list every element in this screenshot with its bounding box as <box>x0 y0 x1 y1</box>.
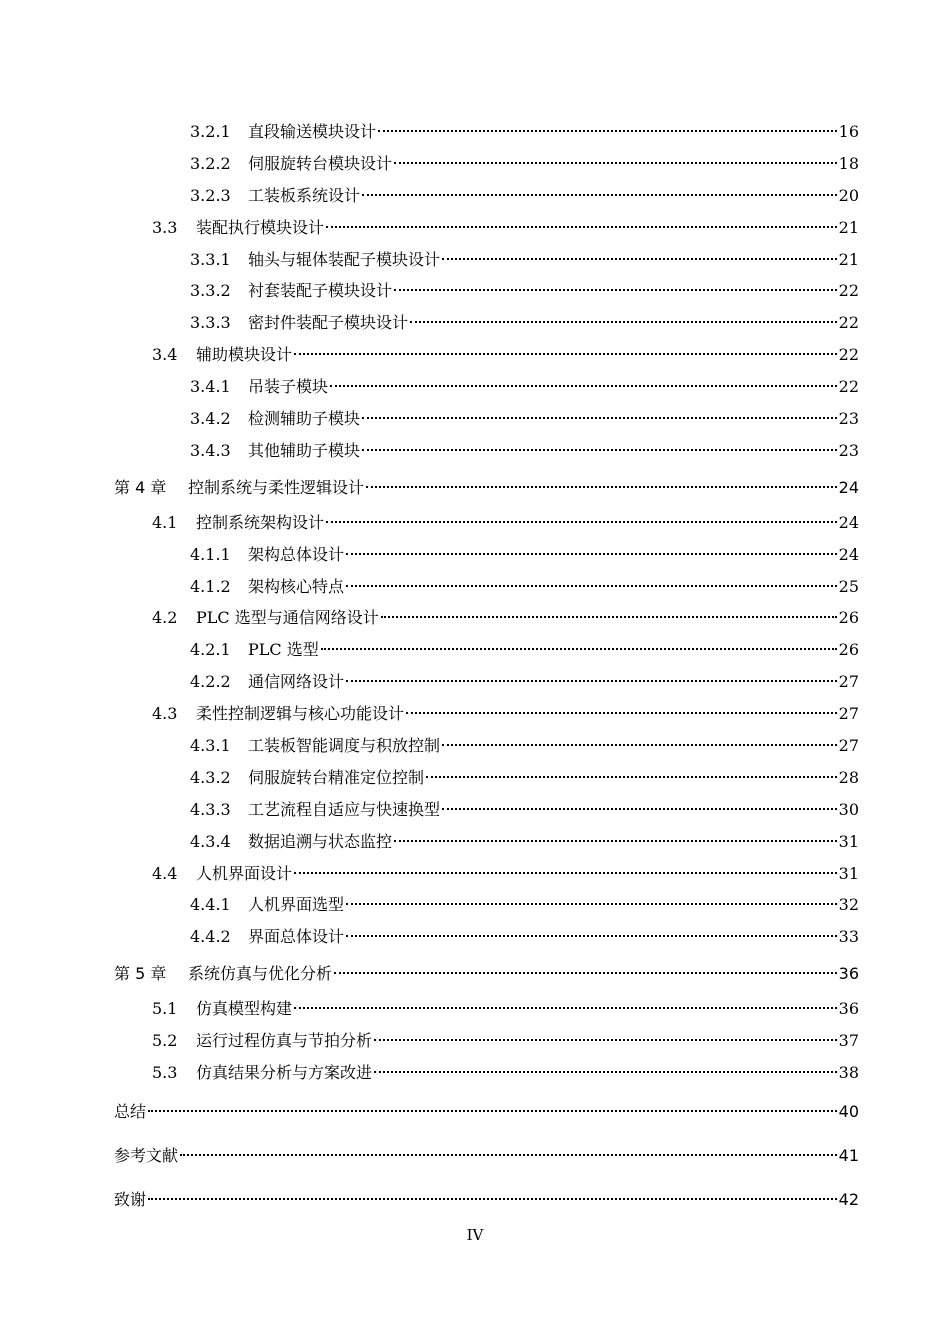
toc-entry-page: 16 <box>838 122 859 141</box>
toc-entry[interactable] <box>0 507 950 539</box>
toc-entry-title: 工装板系统设计 <box>248 185 361 205</box>
toc-entry-title: 数据追溯与状态监控 <box>248 831 393 851</box>
toc-entry[interactable] <box>0 539 950 571</box>
toc-entry-page: 40 <box>838 1101 859 1121</box>
toc-entry-number: 3.3.1 <box>190 249 231 269</box>
toc-entry-page: 36 <box>838 999 859 1019</box>
toc-entry[interactable] <box>0 339 950 371</box>
toc-entry-number: 4.3.3 <box>190 799 231 819</box>
toc-entry[interactable] <box>0 993 950 1025</box>
toc-entry-page: 22 <box>838 377 859 397</box>
toc-entry-title: 致谢 <box>114 1189 147 1209</box>
toc-dot-leader <box>426 776 837 778</box>
toc-entry-number: 第 5 章 <box>114 964 167 984</box>
toc-entry-number: 4.1.1 <box>190 544 231 564</box>
toc-entry-page: 37 <box>838 1031 859 1051</box>
toc-entry-page: 24 <box>838 512 859 532</box>
toc-entry-number: 4.3.1 <box>190 736 231 756</box>
toc-entry-page: 26 <box>838 640 859 660</box>
toc-entry-page: 42 <box>838 1189 859 1209</box>
toc-entry[interactable] <box>0 275 950 307</box>
toc-entry-title: 控制系统与柔性逻辑设计 <box>188 477 365 497</box>
toc-entry-title: 其他辅助子模块 <box>248 440 361 460</box>
toc-entry[interactable] <box>0 148 950 180</box>
toc-entry-page: 21 <box>838 217 859 237</box>
toc-entry-number: 3.4.2 <box>190 409 231 429</box>
toc-entry-number: 4.2.1 <box>190 640 231 660</box>
toc-entry-title: 吊装子模块 <box>248 377 329 397</box>
toc-dot-leader <box>294 353 837 355</box>
toc-entry-number: 4.3 <box>152 704 178 724</box>
toc-entry-number: 3.4.3 <box>190 440 231 460</box>
toc-entry-page: 30 <box>838 799 859 819</box>
toc-entry[interactable] <box>0 571 950 603</box>
toc-entry-page: 23 <box>838 440 859 460</box>
toc-dot-leader <box>442 744 837 746</box>
toc-entry[interactable] <box>0 858 950 890</box>
toc-entry-page: 24 <box>838 544 859 564</box>
toc-dot-leader <box>406 712 837 714</box>
toc-dot-leader <box>294 1007 837 1009</box>
toc-dot-leader <box>394 840 837 842</box>
toc-entry-page: 27 <box>838 672 859 692</box>
toc-entry[interactable] <box>0 435 950 467</box>
toc-entry[interactable] <box>0 244 950 276</box>
toc-entry-title: 轴头与辊体装配子模块设计 <box>248 249 441 269</box>
toc-entry-number: 3.4 <box>152 345 178 365</box>
toc-entry-title: 辅助模块设计 <box>196 345 293 365</box>
toc-entry-number: 4.4 <box>152 863 178 883</box>
toc-dot-leader <box>374 1071 837 1073</box>
toc-dot-leader <box>346 585 837 587</box>
toc-dot-leader <box>362 449 837 451</box>
toc-entry-number: 3.2.3 <box>190 185 231 205</box>
toc-entry-title: 伺服旋转台精准定位控制 <box>248 767 425 787</box>
toc-entry-title: 仿真结果分析与方案改进 <box>196 1063 373 1083</box>
toc-entry-number: 5.1 <box>152 999 178 1019</box>
toc-entry-title: 伺服旋转台模块设计 <box>248 153 393 173</box>
toc-dot-leader <box>362 194 837 196</box>
toc-entry-title: 直段输送模块设计 <box>248 122 377 141</box>
toc-entry-title: 衬套装配子模块设计 <box>248 281 393 301</box>
toc-entry-page: 18 <box>838 153 859 173</box>
toc-entry-title: 仿真模型构建 <box>196 999 293 1019</box>
toc-dot-leader <box>378 130 837 132</box>
toc-entry[interactable] <box>0 180 950 212</box>
toc-entry-number: 3.3.2 <box>190 281 231 301</box>
toc-entry[interactable] <box>0 403 950 435</box>
toc-entry-title: 系统仿真与优化分析 <box>188 964 333 984</box>
toc-entry[interactable] <box>0 1135 950 1177</box>
toc-entry-title: 总结 <box>114 1101 147 1121</box>
toc-dot-leader <box>381 616 837 618</box>
toc-entry-number: 4.2 <box>152 608 178 628</box>
toc-entry-number: 4.3.2 <box>190 767 231 787</box>
toc-entry-title: 柔性控制逻辑与核心功能设计 <box>196 704 405 724</box>
toc-entry-number: 4.3.4 <box>190 831 231 851</box>
toc-entry-page: 25 <box>838 576 859 596</box>
toc-dot-leader <box>330 385 837 387</box>
toc-entry-page: 20 <box>838 185 859 205</box>
toc-entry[interactable] <box>0 762 950 794</box>
toc-entry[interactable] <box>0 1025 950 1057</box>
toc-dot-leader <box>346 680 837 682</box>
toc-entry-page: 21 <box>838 249 859 269</box>
toc-entry[interactable] <box>0 826 950 858</box>
toc-entry[interactable] <box>0 794 950 826</box>
toc-dot-leader <box>362 417 837 419</box>
toc-entry-title: 人机界面设计 <box>196 863 293 883</box>
toc-entry-title: 装配执行模块设计 <box>196 217 325 237</box>
toc-entry-page: 41 <box>838 1145 859 1165</box>
toc-entry-title: 架构核心特点 <box>248 576 345 596</box>
toc-entry-number: 4.4.1 <box>190 895 231 915</box>
toc-entry-title: 检测辅助子模块 <box>248 409 361 429</box>
toc-entry[interactable] <box>0 469 950 507</box>
toc-entry-number: 3.3 <box>152 217 178 237</box>
toc-dot-leader <box>346 553 837 555</box>
toc-entry-number: 4.4.2 <box>190 927 231 947</box>
toc-entry-page: 26 <box>838 608 859 628</box>
toc-entry[interactable] <box>0 666 950 698</box>
toc-dot-leader <box>326 521 837 523</box>
toc-entry-title: 工装板智能调度与积放控制 <box>248 736 441 756</box>
toc-entry-page: 31 <box>838 831 859 851</box>
toc-entry[interactable] <box>0 212 950 244</box>
toc-entry-title: 控制系统架构设计 <box>196 512 325 532</box>
toc-dot-leader <box>294 872 837 874</box>
toc-entry-page: 27 <box>838 704 859 724</box>
toc-entry-number: 第 4 章 <box>114 477 167 497</box>
toc-entry[interactable] <box>0 602 950 634</box>
toc-entry-page: 33 <box>838 927 859 947</box>
toc-dot-leader <box>366 486 837 488</box>
toc-entry-page: 22 <box>838 313 859 333</box>
toc-dot-leader <box>321 648 837 650</box>
toc-dot-leader <box>394 162 837 164</box>
toc-entry[interactable] <box>0 955 950 993</box>
toc-entry-page: 32 <box>838 895 859 915</box>
toc-entry-number: 5.2 <box>152 1031 178 1051</box>
toc-dot-leader <box>374 1039 837 1041</box>
toc-dot-leader <box>346 935 837 937</box>
toc-entry-title: 架构总体设计 <box>248 544 345 564</box>
toc-entry[interactable] <box>0 371 950 403</box>
toc-entry-page: 36 <box>838 964 859 984</box>
toc-entry-number: 4.1.2 <box>190 576 231 596</box>
toc-entry-title: 密封件装配子模块设计 <box>248 313 409 333</box>
toc-entry[interactable] <box>0 307 950 339</box>
toc-entry-number: 4.1 <box>152 512 178 532</box>
toc-entry-title: 运行过程仿真与节拍分析 <box>196 1031 373 1051</box>
toc-entry-title: 界面总体设计 <box>248 927 345 947</box>
table-of-contents <box>0 116 950 1221</box>
toc-entry[interactable] <box>0 730 950 762</box>
page-number: IV <box>466 1226 484 1244</box>
toc-entry-title: PLC 选型 <box>248 640 319 660</box>
toc-entry[interactable] <box>0 889 950 921</box>
toc-dot-leader <box>442 808 837 810</box>
toc-dot-leader <box>346 903 837 905</box>
toc-dot-leader <box>326 226 837 228</box>
toc-entry[interactable] <box>0 634 950 666</box>
toc-entry[interactable] <box>0 1179 950 1221</box>
toc-entry-title: 人机界面选型 <box>248 895 345 915</box>
toc-entry[interactable] <box>0 1057 950 1089</box>
toc-entry-title: 通信网络设计 <box>248 672 345 692</box>
toc-dot-leader <box>180 1154 837 1156</box>
toc-entry-page: 23 <box>838 409 859 429</box>
toc-entry-number: 3.2.2 <box>190 153 231 173</box>
toc-dot-leader <box>410 321 837 323</box>
toc-entry-page: 22 <box>838 345 859 365</box>
toc-entry-number: 4.2.2 <box>190 672 231 692</box>
toc-entry-number: 5.3 <box>152 1063 178 1083</box>
toc-entry-title: PLC 选型与通信网络设计 <box>196 608 379 628</box>
toc-entry[interactable] <box>0 116 950 148</box>
toc-entry-number: 3.2.1 <box>190 122 231 141</box>
toc-dot-leader <box>334 972 837 974</box>
toc-entry-page: 31 <box>838 863 859 883</box>
toc-entry-page: 28 <box>838 767 859 787</box>
toc-entry[interactable] <box>0 921 950 953</box>
toc-entry-page: 27 <box>838 736 859 756</box>
toc-dot-leader <box>148 1110 837 1112</box>
toc-entry[interactable] <box>0 1091 950 1133</box>
toc-dot-leader <box>148 1198 837 1200</box>
toc-entry[interactable] <box>0 698 950 730</box>
toc-entry-number: 3.3.3 <box>190 313 231 333</box>
toc-entry-number: 3.4.1 <box>190 377 231 397</box>
toc-dot-leader <box>442 258 837 260</box>
toc-entry-title: 参考文献 <box>114 1145 179 1165</box>
toc-entry-page: 24 <box>838 477 859 497</box>
toc-entry-page: 38 <box>838 1063 859 1083</box>
toc-entry-title: 工艺流程自适应与快速换型 <box>248 799 441 819</box>
toc-dot-leader <box>394 289 837 291</box>
toc-entry-page: 22 <box>838 281 859 301</box>
